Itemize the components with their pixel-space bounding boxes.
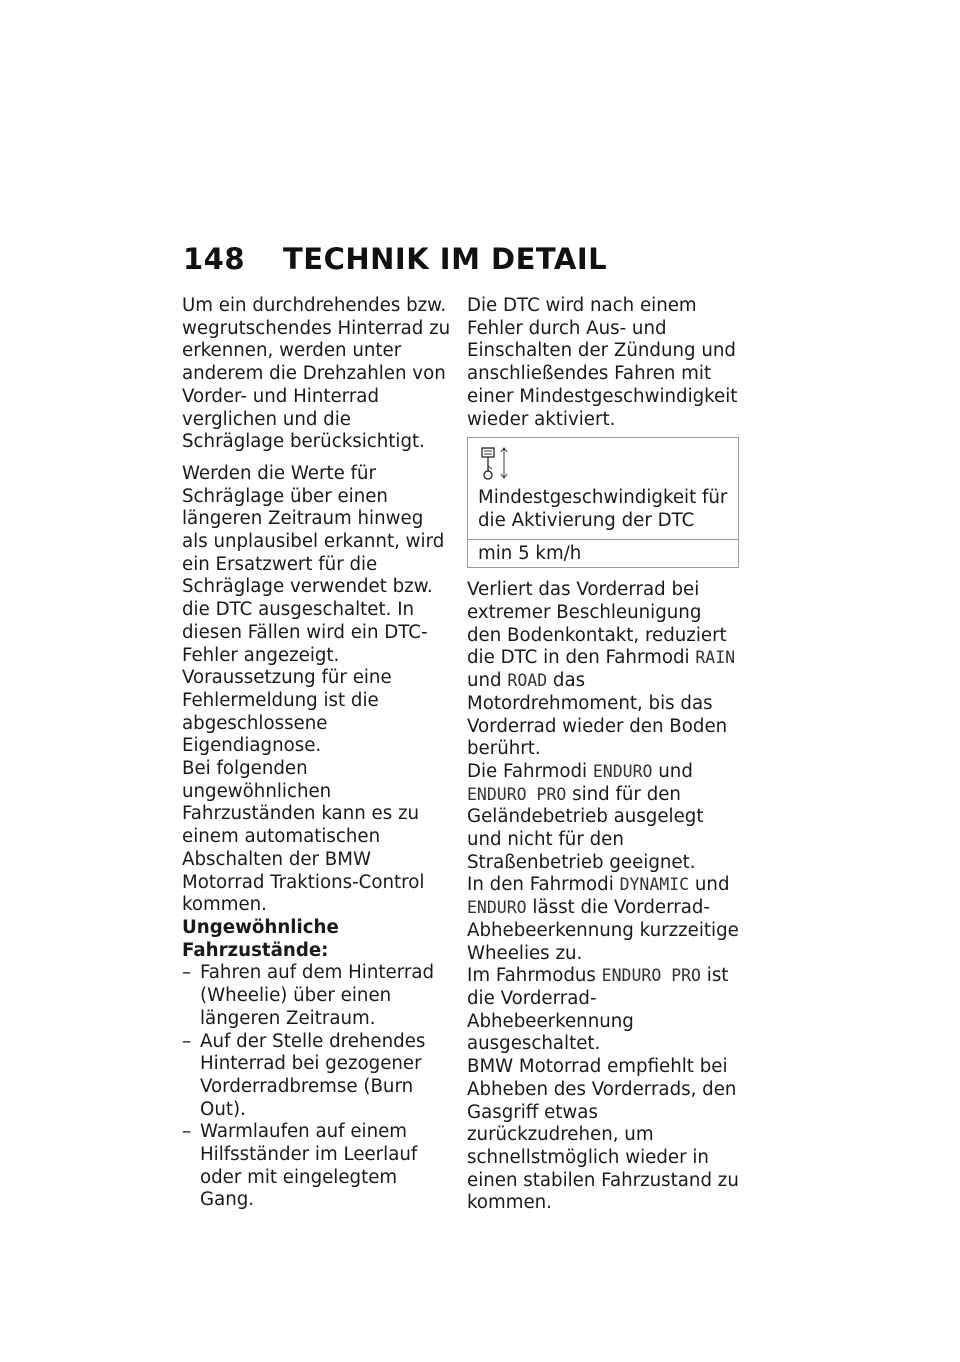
paragraph: BMW Motorrad empfiehlt bei Abheben des Vorderrads, den Gasgriff etwas zurückzudrehen, um schnellstmöglich wieder in einen stabilen Fahrzustand zu kommen.: [467, 1056, 739, 1214]
dash-marker: –: [182, 1030, 192, 1052]
right-column: [467, 295, 739, 1215]
mode-name: ENDURO PRO: [601, 966, 701, 986]
mode-name: DYNAMIC: [619, 875, 690, 895]
spec-value: min 5 km/h: [478, 542, 582, 564]
mode-name: ROAD: [507, 671, 548, 691]
engine-piston-icon: [478, 445, 512, 487]
list-item-text: Fahren auf dem Hinterrad (Wheelie) über einen längeren Zeitraum.: [200, 962, 435, 1029]
paragraph: Verliert das Vorderrad bei extremer Beschleunigung den Bodenkontakt, reduziert die DTC in den Fahrmodi RAIN und ROAD das Motordrehmoment, bis das Vorderrad wieder den Boden berührt.: [467, 579, 736, 760]
page-number: 148: [183, 242, 246, 276]
spec-table: [467, 437, 739, 568]
paragraph: In den Fahrmodi DYNAMIC und ENDURO lässt die Vorderrad-Abhebeerkennung kurzzeitige Wheelies zu.: [467, 874, 739, 964]
list-item: [182, 1121, 452, 1212]
subheading: Ungewöhnliche Fahrzustände:: [182, 916, 339, 961]
paragraph: Die DTC wird nach einem Fehler durch Aus- und Einschalten der Zündung und anschließendes Fahren mit einer Mindestgeschwindigkeit wieder aktiviert.: [467, 295, 738, 430]
list-item-text: Warmlaufen auf einem Hilfsständer im Leerlauf oder mit eingelegtem Gang.: [200, 1121, 418, 1211]
spec-label-row: [468, 438, 738, 539]
dash-marker: –: [182, 962, 192, 984]
paragraph: Die Fahrmodi ENDURO und ENDURO PRO sind für den Geländebetrieb ausgelegt und nicht für den Straßenbetrieb geeignet.: [467, 760, 704, 873]
section-title: TECHNIK IM DETAIL: [283, 242, 608, 276]
spec-label: Mindestgeschwindigkeit für die Aktivierung der DTC: [478, 487, 728, 531]
list-item-text: Auf der Stelle drehendes Hinterrad bei gezogener Vorderradbremse (Burn Out).: [200, 1030, 426, 1120]
mode-name: ENDURO: [592, 761, 653, 781]
list-item: [182, 1031, 452, 1122]
mode-name: ENDURO PRO: [467, 784, 567, 804]
paragraph: Im Fahrmodus ENDURO PRO ist die Vorderrad-Abhebeerkennung ausgeschaltet.: [467, 965, 729, 1055]
mode-name: ENDURO: [467, 898, 527, 918]
page-header: [183, 242, 607, 276]
paragraph: Um ein durchdrehendes bzw. wegrutschendes Hinterrad zu erkennen, werden unter anderem die Drehzahlen von Vorder- und Hinterrad verglichen und die Schräglage berücksichtigt.: [182, 295, 451, 453]
paragraph: Bei folgenden ungewöhnlichen Fahrzuständen kann es zu einem automatischen Abschalten der BMW Motorrad Traktions-Control kommen.: [182, 758, 425, 916]
list-item: [182, 962, 452, 1030]
mode-name: RAIN: [695, 648, 736, 668]
left-column: [182, 295, 452, 1212]
dash-marker: –: [182, 1121, 192, 1143]
paragraph: Werden die Werte für Schräglage über einen längeren Zeitraum hinweg als unplausibel erkannt, wird ein Ersatzwert für die Schräglage verwendet bzw. die DTC ausgeschaltet. In diesen Fällen wird ein DTC-Fehler angezeigt. Voraussetzung für eine Fehlermeldung ist die abgeschlossene Eigendiagnose.: [182, 462, 445, 757]
